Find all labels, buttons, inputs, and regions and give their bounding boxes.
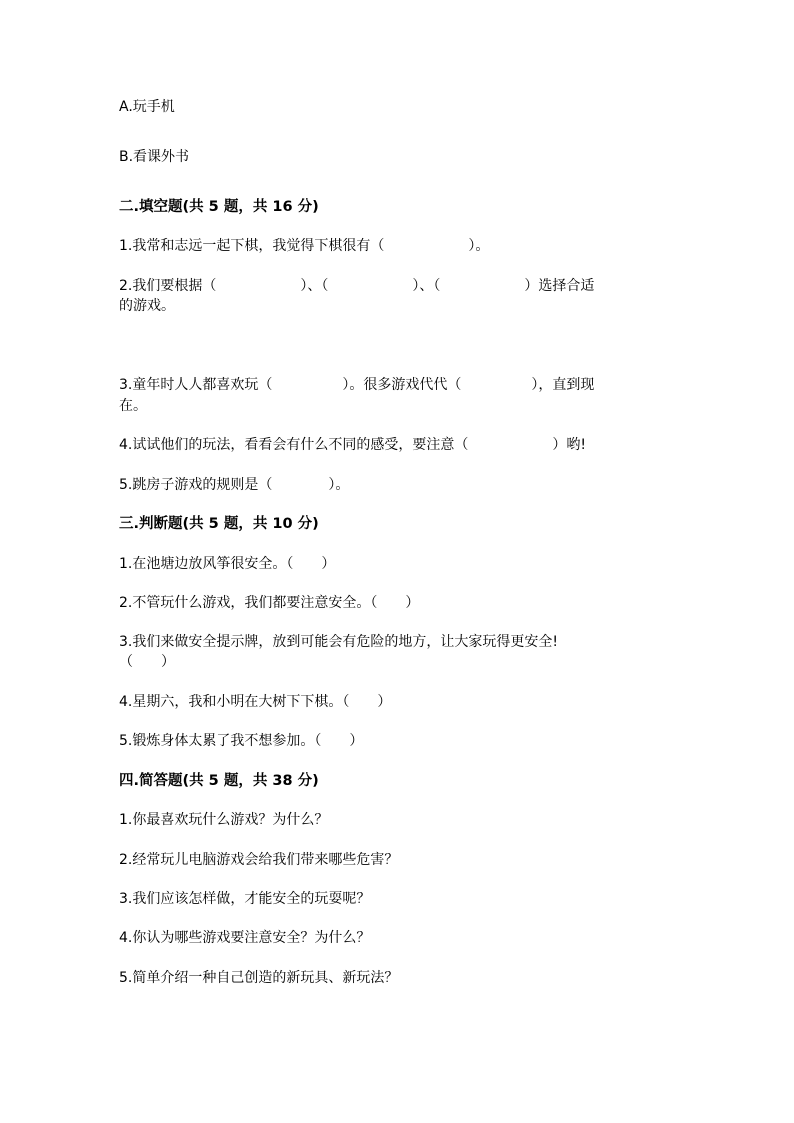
short-answer-question-4: 4.你认为哪些游戏要注意安全？为什么？ — [119, 930, 371, 946]
option-b: B.看课外书 — [119, 149, 190, 165]
short-answer-question-1: 1.你最喜欢玩什么游戏？为什么？ — [119, 812, 329, 828]
true-false-question-4: 4.星期六，我和小明在大树下下棋。（ ） — [119, 694, 392, 710]
fill-blank-question-2-line-1: 2.我们要根据（ ）、（ ）、（ ）选择合适 — [119, 278, 595, 294]
fill-blank-question-4: 4.试试他们的玩法，看看会有什么不同的感受，要注意（ ）哟! — [119, 437, 586, 453]
short-answer-question-5: 5.简单介绍一种自己创造的新玩具、新玩法？ — [119, 970, 399, 986]
fill-blank-question-3-line-1: 3.童年时人人都喜欢玩（ ）。很多游戏代代（ ），直到现 — [119, 377, 595, 393]
section-title-fill-blank: 二.填空题(共 5 题，共 16 分) — [119, 199, 319, 215]
short-answer-question-3: 3.我们应该怎样做，才能安全的玩耍呢？ — [119, 891, 371, 907]
fill-blank-question-1: 1.我常和志远一起下棋，我觉得下棋很有（ ）。 — [119, 238, 490, 254]
true-false-question-1: 1.在池塘边放风筝很安全。（ ） — [119, 556, 336, 572]
true-false-question-5: 5.锻炼身体太累了我不想参加。（ ） — [119, 733, 364, 749]
fill-blank-question-5: 5.跳房子游戏的规则是（ ）。 — [119, 477, 350, 493]
fill-blank-question-3-line-2: 在。 — [119, 398, 147, 414]
true-false-question-2: 2.不管玩什么游戏，我们都要注意安全。（ ） — [119, 595, 420, 611]
true-false-question-3-line-2: （ ） — [119, 654, 175, 670]
fill-blank-question-2-line-2: 的游戏。 — [119, 298, 175, 314]
section-title-true-false: 三.判断题(共 5 题，共 10 分) — [119, 516, 319, 532]
true-false-question-3-line-1: 3.我们来做安全提示牌，放到可能会有危险的地方，让大家玩得更安全! — [119, 634, 558, 650]
short-answer-question-2: 2.经常玩儿电脑游戏会给我们带来哪些危害？ — [119, 852, 399, 868]
option-a: A.玩手机 — [119, 99, 175, 115]
section-title-short-answer: 四.简答题(共 5 题，共 38 分) — [119, 773, 319, 789]
